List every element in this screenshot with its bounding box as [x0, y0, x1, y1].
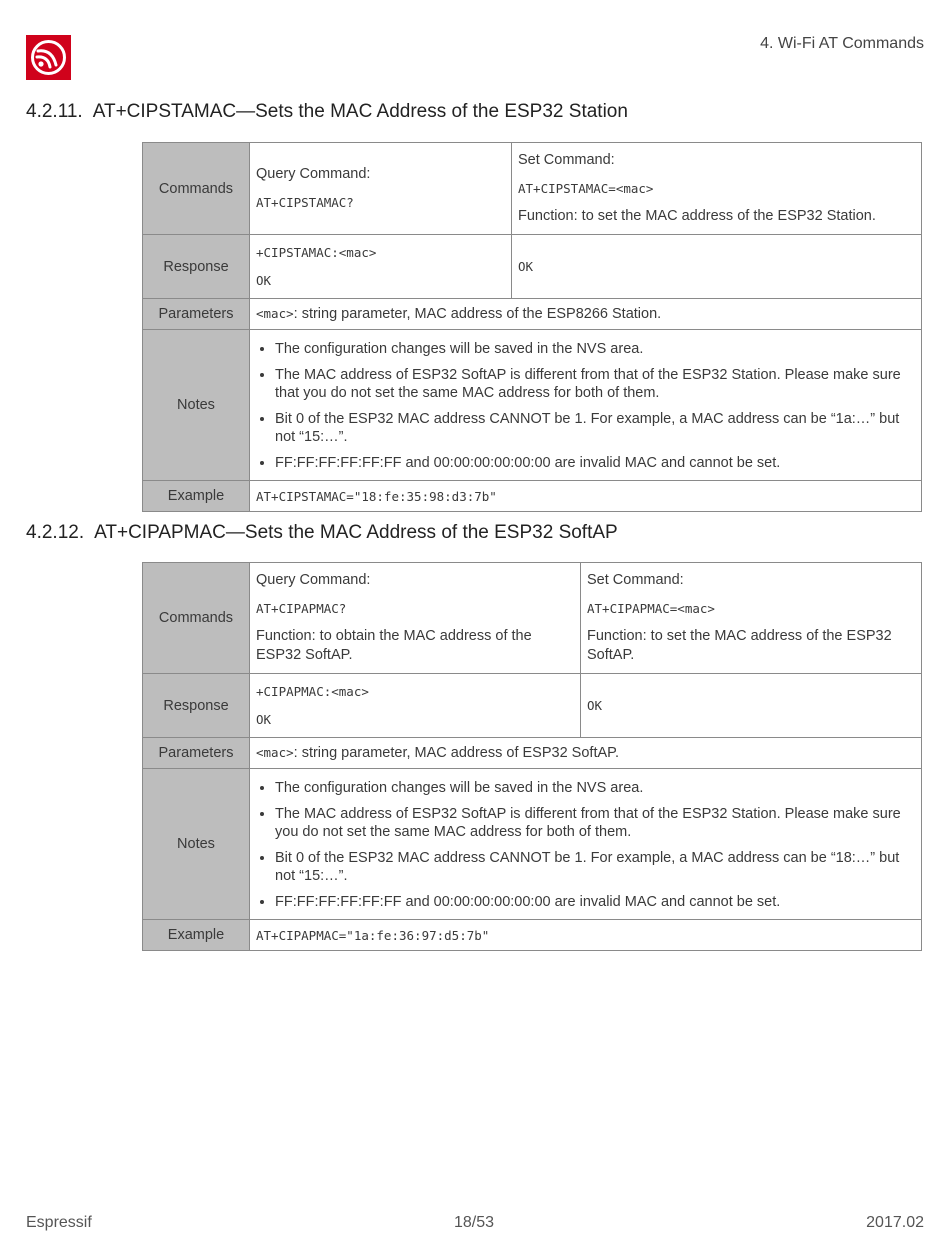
note-item: • The MAC address of ESP32 SoftAP is different from that of the ESP32 Station. Please make sure you do not set the same MAC address for both of them. [275, 805, 915, 841]
example-label: Example [143, 920, 250, 951]
notes-list [256, 779, 915, 911]
parameters-row [143, 299, 922, 330]
section-number: 4.2.12. [26, 522, 85, 543]
query-heading: Query Command: [256, 572, 371, 588]
param-text: : string parameter, MAC address of ESP32 SoftAP. [293, 745, 619, 761]
set-function: Function: to set the MAC address of the ESP32 SoftAP. [587, 628, 892, 663]
commands-row [143, 143, 922, 235]
commands-label: Commands [143, 563, 250, 674]
note-item: • FF:FF:FF:FF:FF:FF and 00:00:00:00:00:00 are invalid MAC and cannot be set. [275, 454, 915, 472]
notes-cell [250, 769, 922, 920]
note-item: • The MAC address of ESP32 SoftAP is different from that of the ESP32 Station. Please make sure that you do not set the same MAC address for both of them. [275, 366, 915, 402]
set-command-cell [512, 143, 922, 235]
parameters-label: Parameters [143, 299, 250, 330]
example-command: AT+CIPSTAMAC="18:fe:35:98:d3:7b" [250, 481, 922, 512]
set-response-cell: OK [512, 235, 922, 299]
param-text: : string parameter, MAC address of the ESP8266 Station. [293, 306, 662, 322]
cipapmac-table [142, 562, 922, 951]
set-command: AT+CIPAPMAC=<mac> [587, 601, 715, 616]
note-item: • The configuration changes will be saved in the NVS area. [275, 779, 915, 797]
section-title-cipstamac [26, 101, 628, 123]
set-heading: Set Command: [587, 572, 684, 588]
notes-cell [250, 330, 922, 481]
section-title-cipapmac [26, 522, 618, 544]
parameters-cell [250, 738, 922, 769]
footer-company: Espressif [26, 1214, 92, 1231]
notes-row [143, 330, 922, 481]
example-label: Example [143, 481, 250, 512]
section-heading: AT+CIPSTAMAC—Sets the MAC Address of the ESP32 Station [92, 101, 628, 122]
set-heading: Set Command: [518, 152, 615, 168]
set-command-cell [581, 563, 922, 674]
footer-date: 2017.02 [866, 1214, 924, 1231]
query-response-cell [250, 674, 581, 738]
cipstamac-table [142, 142, 922, 512]
espressif-logo-icon [26, 35, 71, 80]
notes-list [256, 340, 915, 472]
section-heading: AT+CIPAPMAC—Sets the MAC Address of the ESP32 SoftAP [94, 522, 618, 543]
note-item: • The configuration changes will be saved in the NVS area. [275, 340, 915, 358]
note-item: • FF:FF:FF:FF:FF:FF and 00:00:00:00:00:00 are invalid MAC and cannot be set. [275, 893, 915, 911]
set-response-cell: OK [581, 674, 922, 738]
note-item: • Bit 0 of the ESP32 MAC address CANNOT be 1. For example, a MAC address can be “1a:…” but not “15:…”. [275, 410, 915, 446]
query-response-line: +CIPSTAMAC:<mac> [256, 245, 377, 260]
set-command: AT+CIPSTAMAC=<mac> [518, 181, 654, 196]
notes-label: Notes [143, 769, 250, 920]
query-command: AT+CIPAPMAC? [256, 601, 347, 616]
running-head: 4. Wi-Fi AT Commands [760, 35, 924, 52]
response-label: Response [143, 235, 250, 299]
notes-label: Notes [143, 330, 250, 481]
commands-row [143, 563, 922, 674]
footer-page-number: 18/53 [454, 1214, 495, 1231]
parameters-label: Parameters [143, 738, 250, 769]
query-response-ok: OK [256, 712, 272, 727]
response-label: Response [143, 674, 250, 738]
example-row [143, 920, 922, 951]
parameters-row [143, 738, 922, 769]
section-number: 4.2.11. [26, 101, 83, 122]
commands-label: Commands [143, 143, 250, 235]
param-code: <mac> [256, 306, 294, 321]
parameters-cell [250, 299, 922, 330]
notes-row [143, 769, 922, 920]
set-function: Function: to set the MAC address of the ESP32 Station. [518, 208, 876, 224]
query-heading: Query Command: [256, 166, 371, 182]
query-function: Function: to obtain the MAC address of the ESP32 SoftAP. [256, 628, 532, 663]
note-item: • Bit 0 of the ESP32 MAC address CANNOT be 1. For example, a MAC address can be “18:…” but not “15:…”. [275, 849, 915, 885]
response-row [143, 674, 922, 738]
query-command: AT+CIPSTAMAC? [256, 195, 354, 210]
example-row [143, 481, 922, 512]
query-command-cell [250, 563, 581, 674]
query-response-cell [250, 235, 512, 299]
param-code: <mac> [256, 745, 294, 760]
response-row [143, 235, 922, 299]
query-response-line: +CIPAPMAC:<mac> [256, 684, 369, 699]
query-response-ok: OK [256, 273, 272, 288]
query-command-cell [250, 143, 512, 235]
example-command: AT+CIPAPMAC="1a:fe:36:97:d5:7b" [250, 920, 922, 951]
